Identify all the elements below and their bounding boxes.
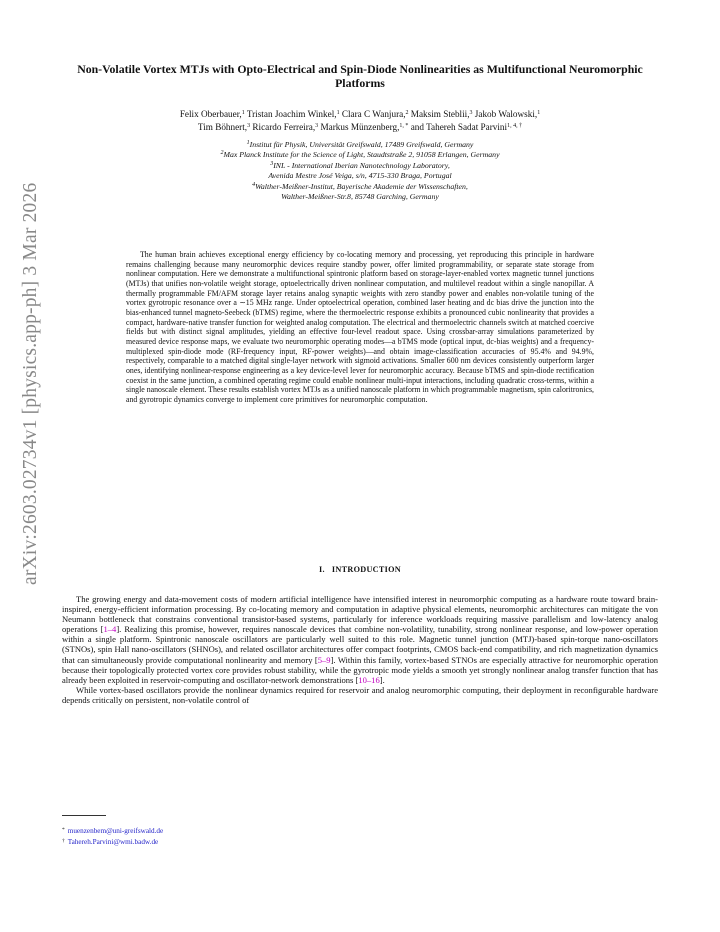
- email-link[interactable]: Tahereh.Parvini@wmi.badw.de: [67, 837, 159, 846]
- footnote: [62, 826, 462, 837]
- text-run: ]. Within this family, vortex-based STNOs are especially attractive for neuromorphic operation because their topologically protected vortex core provides robust stability, while the gyrotropic mode yields a smooth yet strongly nonlinear analog transfer function that has already been exploited in reservoir-computing and oscillator-network demonstrations [: [62, 654, 658, 685]
- author-affil-mark: 1: [336, 110, 340, 116]
- author-affil-mark: 3: [469, 110, 473, 116]
- author-affil-mark: 3: [315, 122, 319, 129]
- author-list: [62, 108, 658, 133]
- arxiv-identifier: arXiv:2603.02734v1 [physics.app-ph] 3 Mar 2026: [20, 182, 41, 585]
- author-name: Ricardo Ferreira,: [250, 121, 316, 132]
- paragraph: [62, 594, 658, 685]
- author-line-2: [62, 121, 658, 134]
- author-affil-mark: 1: [537, 110, 541, 116]
- affil-text: INL - International Iberian Nanotechnology Laboratory,: [273, 160, 450, 170]
- text-run: The growing energy and data-movement costs of modern artificial intelligence have intensified interest in neuromorphic computing as a hardware route toward brain-inspired, energy-efficient information processing. By co-locating memory and computation in adaptive physical elements, neuromorphic architectures can mitigate the von Neumann bottleneck that constrains conventional transistor-based systems, particularly for inference workloads requiring massive parallelism and low-latency analog operations [: [62, 594, 658, 635]
- affil-text: Walther-Meißner-Str.8, 85748 Garching, Germany: [281, 192, 439, 202]
- author-name: and Tahereh Sadat Parvini: [408, 121, 508, 132]
- affil-text: Max Planck Institute for the Science of Light, Staudtstraße 2, 91058 Erlangen, Germany: [223, 150, 500, 160]
- citation-link[interactable]: 1–4: [103, 624, 117, 635]
- affiliation-line: [62, 171, 658, 181]
- author-name: Tristan Joachim Winkel,: [244, 109, 337, 119]
- footnote-rule: [62, 815, 106, 816]
- text-run: ].: [379, 674, 385, 685]
- abstract: The human brain achieves exceptional energy efficiency by co-locating memory and processing, yet reproducing this principle in hardware remains challenging because many neuromorphic devices require standby power, offer limited programmability, or separate state storage from nonlinear computation. Here we demonstrate a multifunctional spintronic platform based on storage-layer-enabled vortex magnetic tunnel junctions (MTJs) that unifies non-volatile weight storage, optoelectrically driven nonlinear computation, and multilevel readout within a single nanopillar. A thermally programmable FM/AFM storage layer retains analog synaptic weights with zero standby power and enables non-volatile tuning of the vortex gyrotropic resonance over a ∼15 MHz range. Under optoelectrical operation, combined laser heating and dc bias drive the junction into the bias-enhanced tunnel magneto-Seebeck (bTMS) regime, where the thermoelectric response exhibits a pronounced cubic nonlinearity that provides a compact, hardware-native transfer function for weighted analog computation. The electrical and thermoelectric channels switch at matched coercive fields but with distinct signal amplitudes, yielding an effective four-level readout space. Using crossbar-array simulations parameterized by measured device response maps, we evaluate two neuromorphic operating modes—a bTMS mode (optical input, dc-bias weights) and a frequency-multiplexed spin-diode mode (RF-frequency input, RF-power weights)—and obtain image-classification accuracies of 95.4% and 94.9%, respectively, comparable to a matched digital single-layer network with sigmoid activations. Smaller 600 nm devices consistently outperform larger ones, identifying nonlinear-response engineering as a key device-level lever for neuromorphic accuracy. Because bTMS and spin-diode rectification coexist in the same junction, a combined operating regime could enable nonlinear multi-input interactions, including quadratic cross-terms, within a single nanoscale element. These results establish vortex MTJs as a unified nanoscale platform in which programmable magnetism, spin caloritronics, and gyrotropic dynamics converge to implement core primitives for neuromorphic computation.: [126, 250, 594, 404]
- affil-mark: 4: [252, 181, 256, 188]
- affiliation-list: [62, 140, 658, 202]
- affiliation-line: [62, 150, 658, 160]
- author-affil-mark: 2: [405, 110, 409, 116]
- affil-mark: 1: [246, 140, 250, 146]
- paragraph: While vortex-based oscillators provide the nonlinear dynamics required for reservoir and analog neuromorphic computing, their deployment in reconfigurable hardware depends critically on persistent, non-volatile control of: [62, 684, 658, 705]
- email-link[interactable]: muenzenbem@uni-greifswald.de: [67, 827, 164, 835]
- author-name: Tim Böhnert,: [197, 121, 248, 132]
- affil-text: Avenida Mestre José Veiga, s/n, 4715-330 Braga, Portugal: [268, 171, 452, 181]
- introduction-body: [62, 594, 658, 705]
- affil-text: Walther-Meißner-Institut, Bayerische Akademie der Wissenschaften,: [255, 181, 468, 191]
- author-name: Markus Münzenberg,: [318, 121, 400, 132]
- author-name: Jakob Walowski,: [472, 109, 538, 119]
- footnotes: [62, 826, 462, 847]
- affil-text: Institut für Physik, Universität Greifswald, 17489 Greifswald, Germany: [249, 140, 474, 149]
- affil-mark: 3: [270, 160, 274, 167]
- author-line-1: [62, 108, 658, 121]
- section-number: I.: [319, 565, 325, 574]
- paper-title: Non-Volatile Vortex MTJs with Opto-Electrical and Spin-Diode Nonlinearities as Multifunctional Neuromorphic Platforms: [77, 62, 643, 90]
- citation-link[interactable]: 5–9: [317, 654, 331, 665]
- affiliation-line: [62, 192, 658, 202]
- author-affil-mark: 3: [247, 122, 251, 129]
- text-run: ]. Realizing this promise, however, requires nanoscale devices that combine non-volatility, tunability, strong nonlinear response, and low-power operation within a single platform. Spintronic nanoscale oscillators are particularly well suited to this role. Magnetic tunnel junction (MTJ)-based spin-torque nano-oscillators (STNOs), spin Hall nano-oscillators (SHNOs), and related oscillator architectures offer compact footprints, CMOS back-end compatibility, and rich magnetization dynamics that can simultaneously provide computational nonlinearity and memory [: [62, 624, 658, 665]
- author-affil-mark: 1, 4, †: [507, 122, 523, 129]
- affiliation-line: [62, 140, 658, 150]
- affiliation-line: [62, 161, 658, 171]
- section-title: INTRODUCTION: [331, 565, 401, 574]
- author-name: Maksim Steblii,: [408, 109, 470, 119]
- affiliation-line: [62, 182, 658, 192]
- affil-mark: 2: [220, 150, 224, 157]
- author-name: Felix Oberbauer,: [179, 109, 242, 119]
- author-affil-mark: 1, *: [399, 122, 409, 129]
- author-affil-mark: 1: [241, 110, 245, 116]
- footnote-mark: †: [62, 837, 65, 844]
- section-heading: [62, 565, 658, 574]
- citation-link[interactable]: 10–16: [358, 674, 380, 685]
- footnote: [62, 837, 462, 848]
- author-name: Clara C Wanjura,: [339, 109, 406, 119]
- footnote-mark: *: [62, 827, 65, 833]
